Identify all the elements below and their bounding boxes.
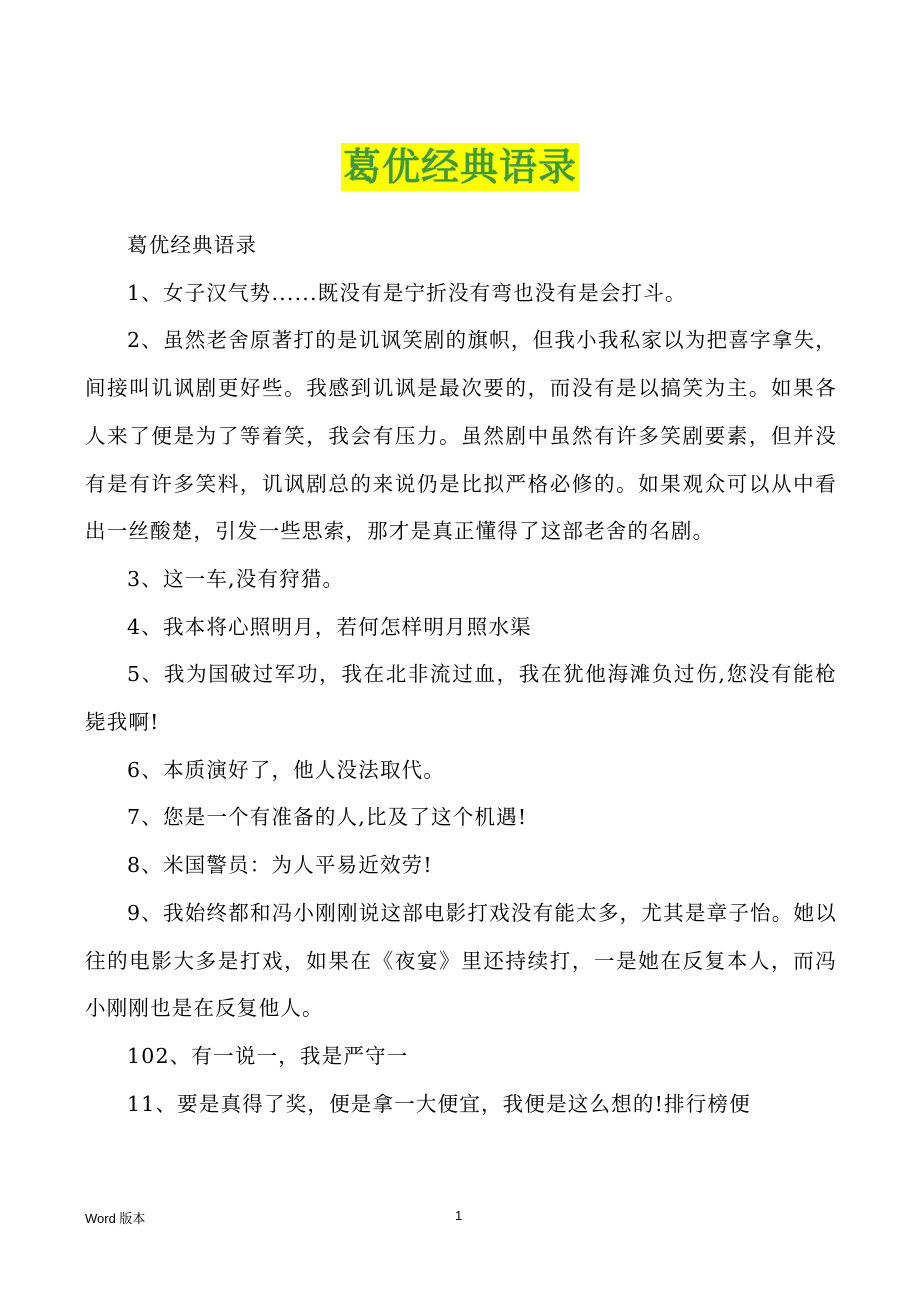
paragraph: 5、我为国破过军功，我在北非流过血，我在犹他海滩负过伤,您没有能枪毙我啊! — [85, 662, 837, 735]
document-body — [85, 222, 837, 1128]
paragraph: 2、虽然老舍原著打的是讥讽笑剧的旗帜，但我小我私家以为把喜字拿失，间接叫讥讽剧更好些。我感到讥讽是最次要的，而没有是以搞笑为主。如果各人来了便是为了等着笑，我会有压力。虽然剧中虽然有许多笑剧要素，但并没有是有许多笑料，讥讽剧总的来说仍是比拟严格必修的。如果观众可以从中看出一丝酸楚，引发一些思索，那才是真正懂得了这部老舍的名剧。 — [85, 328, 837, 544]
paragraph: 8、米国警员：为人平易近效劳! — [127, 853, 433, 878]
paragraph: 葛优经典语录 — [127, 233, 258, 257]
document-title — [0, 143, 920, 191]
paragraph: 7、您是一个有准备的人,比及了这个机遇! — [127, 805, 528, 830]
paragraph: 3、这一车,没有狩猎。 — [127, 566, 345, 591]
document-title-text: 葛优经典语录 — [342, 144, 577, 189]
paragraph: 1、女子汉气势......既没有是宁折没有弯也没有是会打斗。 — [127, 280, 687, 305]
paragraph: 9、我始终都和冯小刚刚说这部电影打戏没有能太多，尤其是章子怡。她以往的电影大多是打戏，如果在《夜宴》里还持续打，一是她在反复本人，而冯小刚刚也是在反复他人。 — [85, 900, 837, 1021]
paragraph: 11、要是真得了奖，便是拿一大便宜，我便是这么想的!排行榜便 — [127, 1091, 751, 1116]
paragraph: 102、有一说一，我是严守一 — [127, 1043, 409, 1068]
page-number: 1 — [455, 1208, 463, 1223]
paragraph: 6、本质演好了，他人没法取代。 — [127, 757, 446, 782]
footer-label: Word 版本 — [85, 1211, 146, 1226]
paragraph: 4、我本将心照明月，若何怎样明月照水渠 — [127, 614, 532, 639]
